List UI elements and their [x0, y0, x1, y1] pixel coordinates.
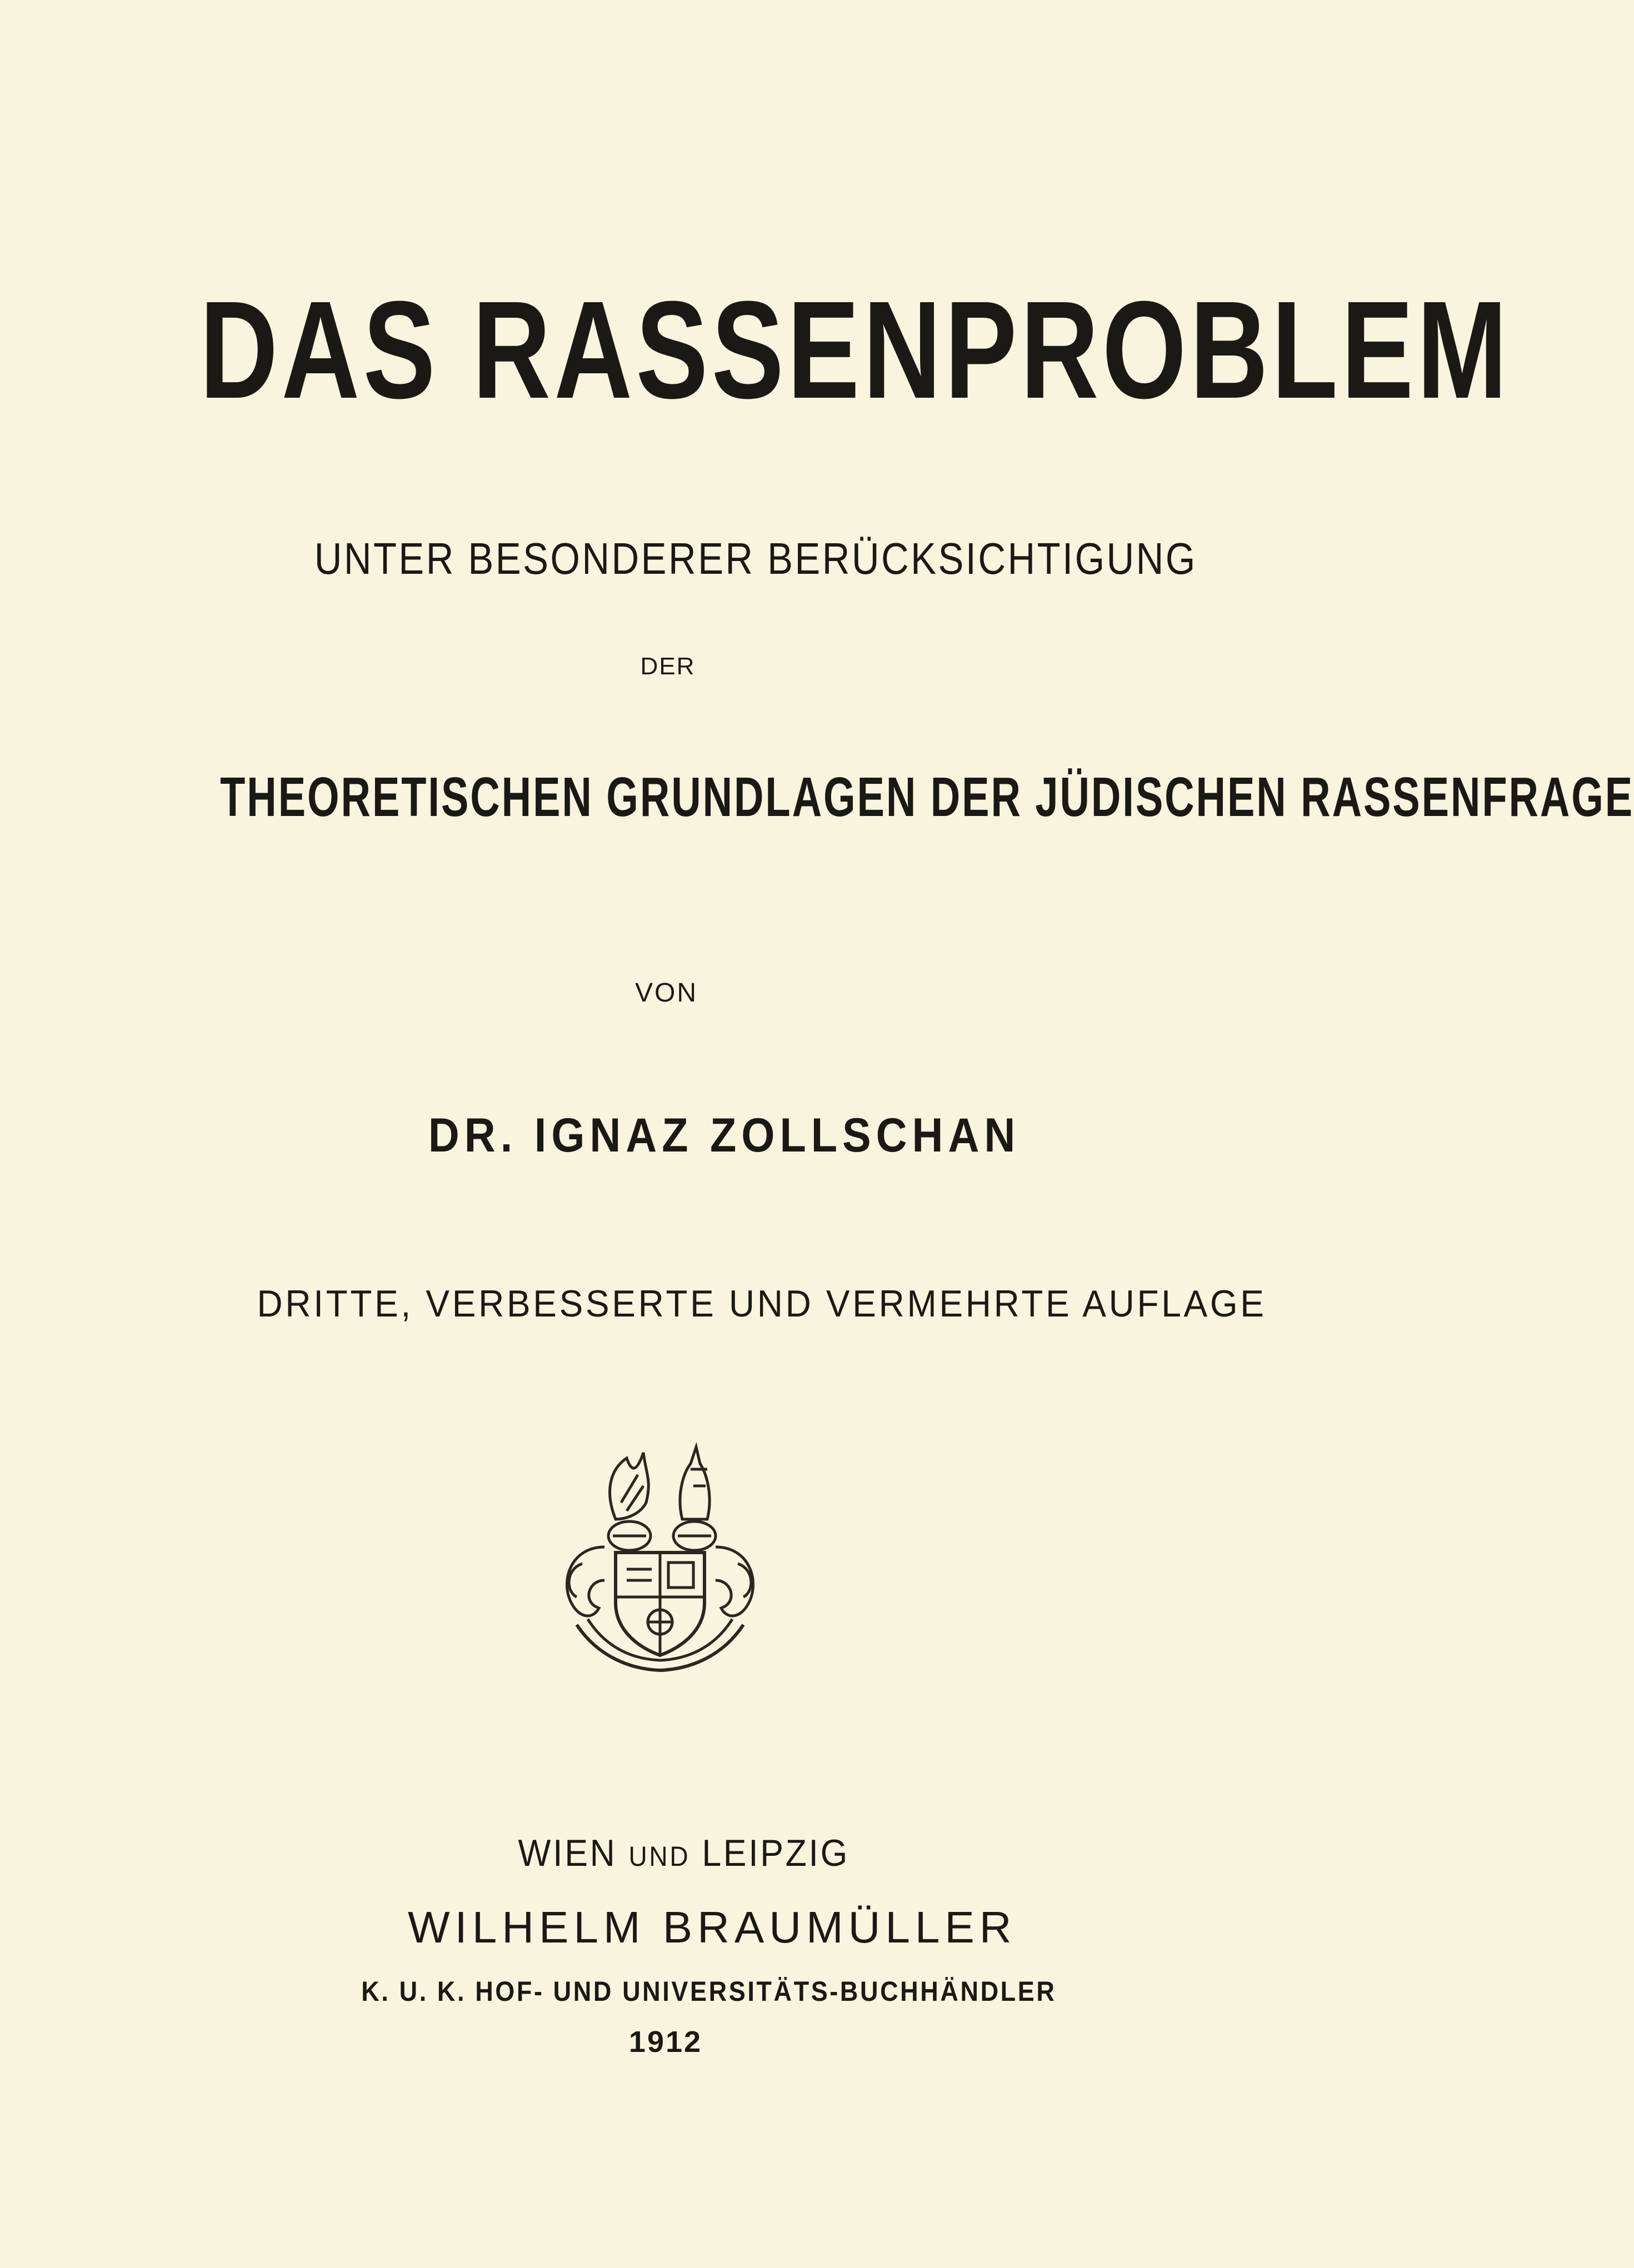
- imprint-und: UND: [628, 1841, 691, 1872]
- subtitle-line-2: THEORETISCHEN GRUNDLAGEN DER JÜDISCHEN RASSENFRAGE: [220, 766, 1634, 828]
- book-title: DAS RASSENPROBLEM: [199, 272, 1511, 427]
- by-label: VON: [634, 978, 698, 1008]
- subtitle-line-1: UNTER BESONDERER BERÜCKSICHTIGUNG: [314, 534, 1197, 583]
- imprint-city-2: LEIPZIG: [702, 1832, 850, 1874]
- imprint-cities: [518, 1831, 850, 1875]
- imprint-city-1: WIEN: [518, 1832, 617, 1874]
- author-name: DR. IGNAZ ZOLLSCHAN: [428, 1109, 1021, 1162]
- edition-statement: DRITTE, VERBESSERTE UND VERMEHRTE AUFLAGE: [257, 1283, 1267, 1325]
- publisher-position: K. U. K. HOF- UND UNIVERSITÄTS-BUCHHÄNDLER: [361, 1976, 1057, 2007]
- publication-year: 1912: [628, 2025, 703, 2059]
- publisher-name: WILHELM BRAUMÜLLER: [408, 1902, 1017, 1952]
- publisher-coat-of-arms-icon: [549, 1436, 771, 1676]
- subtitle-connector: DER: [640, 653, 696, 680]
